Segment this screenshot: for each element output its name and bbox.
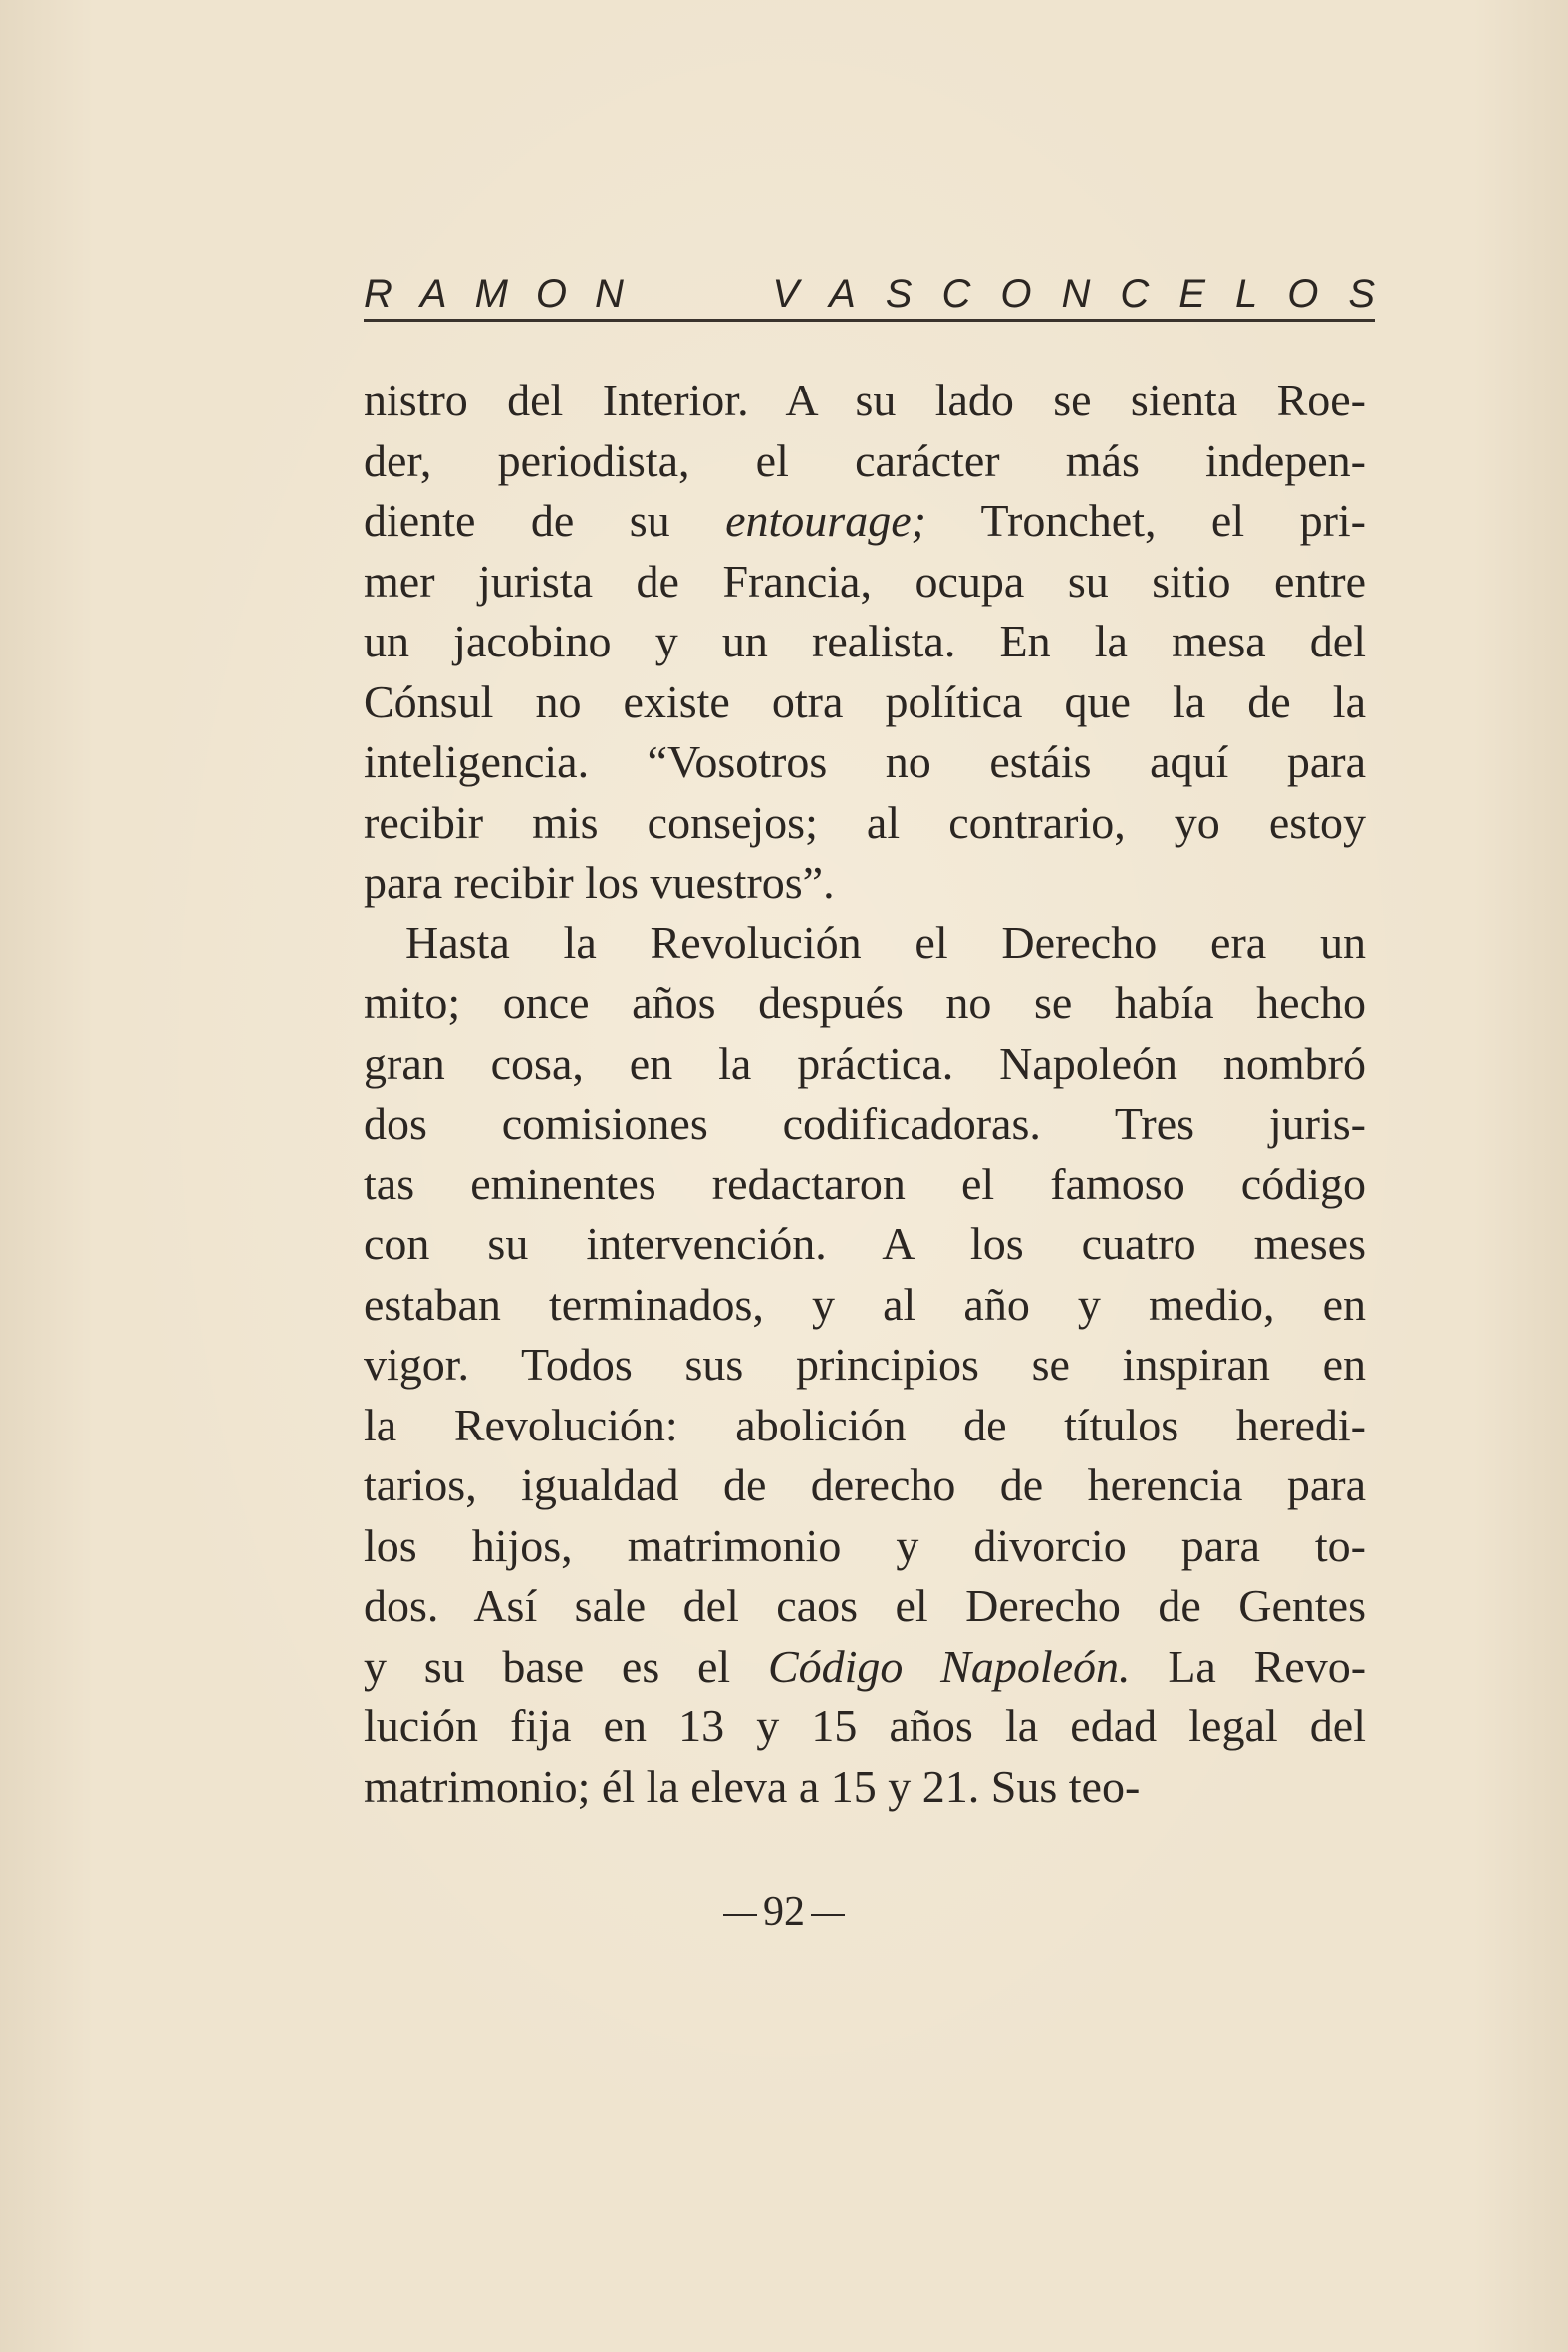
header-letter: C [941, 272, 971, 316]
folio-dash-right [811, 1914, 845, 1916]
text-line: der, periodista, el carácter más indepen- [364, 434, 1366, 486]
text-line: Hasta la Revolución el Derecho era un [405, 916, 1366, 968]
text-line: tarios, igualdad de derecho de herencia para [364, 1459, 1366, 1510]
header-letter: L [1234, 272, 1258, 316]
text-line: tas eminentes redactaron el famoso código [364, 1158, 1366, 1209]
running-header [364, 261, 1375, 317]
body-text [364, 371, 1366, 1817]
folio-dash-left [723, 1914, 757, 1916]
header-letter: N [595, 272, 624, 316]
text-line: dos comisiones codificadoras. Tres juris- [364, 1098, 1366, 1149]
text-line: inteligencia. “Vosotros no estáis aquí para [364, 736, 1366, 787]
text-line: vigor. Todos sus principios se inspiran en [364, 1339, 1366, 1390]
page-number [0, 1888, 1568, 1936]
text-line: recibir mis consejos; al contrario, yo estoy [364, 796, 1366, 848]
italic-phrase: entourage; [725, 495, 926, 546]
header-rule [364, 319, 1375, 322]
header-letter: O [1287, 272, 1319, 316]
text-line: lución fija en 13 y 15 años la edad legal del [364, 1700, 1366, 1751]
text-line: mito; once años después no se había hecho [364, 977, 1366, 1028]
text-line: para recibir los vuestros”. [364, 857, 835, 908]
header-letter: A [419, 272, 447, 316]
header-letter: O [1000, 272, 1032, 316]
text-line: Cónsul no existe otra política que la de la [364, 675, 1366, 727]
text-line: diente de su entourage; Tronchet, el pri- [364, 495, 1367, 546]
header-author-last [772, 272, 1375, 317]
text-line: mer jurista de Francia, ocupa su sitio entre [364, 555, 1366, 607]
text-line: dos. Así sale del caos el Derecho de Gentes [364, 1580, 1366, 1631]
italic-phrase: Código Napoleón. [767, 1640, 1131, 1692]
header-author-first [364, 272, 624, 317]
page-number-value: 92 [763, 1889, 805, 1935]
header-letter: A [829, 272, 856, 316]
header-letter: V [772, 272, 800, 316]
header-letter: R [364, 272, 392, 316]
header-letter: S [1348, 272, 1375, 316]
header-letter: O [535, 272, 568, 316]
header-letter: M [474, 272, 508, 316]
header-letter: E [1178, 272, 1205, 316]
text-line: la Revolución: abolición de títulos heredi- [364, 1399, 1366, 1450]
text-line: y su base es el Código Napoleón. La Revo- [364, 1640, 1367, 1692]
header-letter: N [1061, 272, 1091, 316]
text-line: estaban terminados, y al año y medio, en [364, 1278, 1366, 1330]
text-line: matrimonio; él la eleva a 15 y 21. Sus teo- [364, 1760, 1141, 1812]
text-line: los hijos, matrimonio y divorcio para to- [364, 1519, 1366, 1571]
text-line: un jacobino y un realista. En la mesa del [364, 616, 1366, 666]
text-line: nistro del Interior. A su lado se sienta Roe- [364, 375, 1366, 425]
text-line: con su intervención. A los cuatro meses [364, 1218, 1366, 1269]
header-letter: S [885, 272, 913, 316]
header-letter: C [1120, 272, 1150, 316]
text-line: gran cosa, en la práctica. Napoleón nombró [364, 1037, 1366, 1089]
